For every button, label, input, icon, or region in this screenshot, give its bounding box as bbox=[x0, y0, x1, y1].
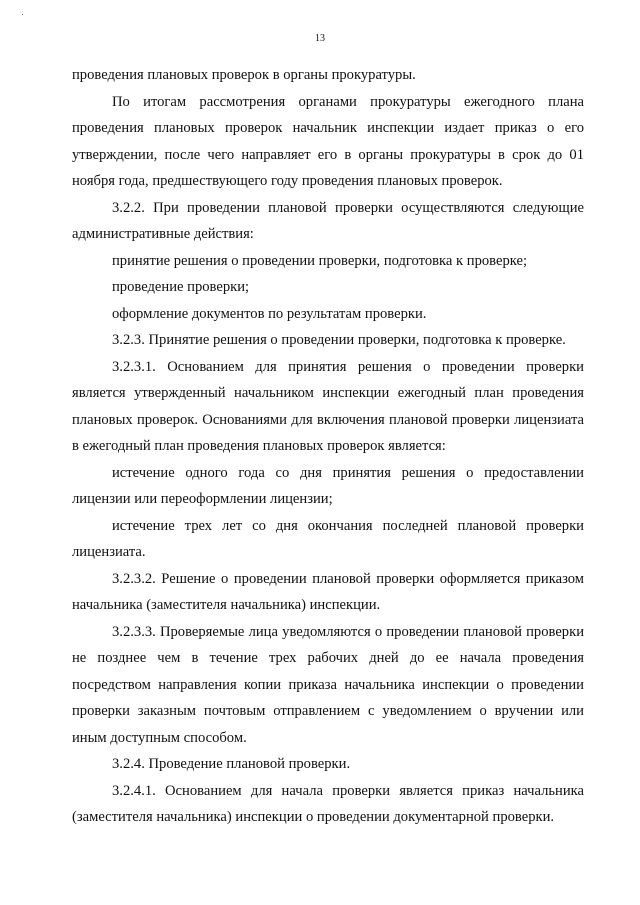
list-item-inspection: проведение проверки; bbox=[112, 279, 250, 295]
paragraph-3-2-3-2: 3.2.3.2. Решение о проведении плановой проверки оформляется приказом начальника (заместителя начальника) инспекции. bbox=[72, 570, 584, 613]
paragraph-3-2-2: 3.2.2. При проведении плановой проверки осуществляются следующие административные действия: bbox=[72, 199, 584, 242]
paragraph-3-2-3-1: 3.2.3.1. Основанием для принятия решения о проведении проверки является утвержденный начальником инспекции ежегодный план проведения плановых проверок. Основаниями для включения плановой проверки лицензиата в ежегодный план проведения плановых проверок является: bbox=[72, 358, 584, 454]
list-item-one-year: истечение одного года со дня принятия решения о предоставлении лицензии или переоформлении лицензии; bbox=[72, 464, 584, 507]
paragraph-3-2-3: 3.2.3. Принятие решения о проведении проверки, подготовка к проверке. bbox=[112, 332, 566, 348]
body-text bbox=[72, 62, 584, 831]
scan-speck bbox=[22, 14, 23, 15]
paragraph-3-2-3-3: 3.2.3.3. Проверяемые лица уведомляются о проведении плановой проверки не позднее чем в течение трех рабочих дней до ее начала проведения посредством направления копии приказа начальника инспекции о проведении проверки заказным почтовым отправлением с уведомлением о вручении или иным доступным способом. bbox=[72, 623, 584, 746]
paragraph-3-2-4: 3.2.4. Проведение плановой проверки. bbox=[112, 756, 351, 772]
list-item-three-years: истечение трех лет со дня окончания последней плановой проверки лицензиата. bbox=[72, 517, 584, 560]
page-number: 13 bbox=[315, 33, 325, 44]
paragraph-plan-approval: По итогам рассмотрения органами прокуратуры ежегодного плана проведения плановых проверок начальник инспекции издает приказ о его утверждении, после чего направляет его в органы прокуратуры в срок до 01 ноября года, предшествующего году проведения плановых проверок. bbox=[72, 93, 584, 189]
list-item-documents: оформление документов по результатам проверки. bbox=[112, 305, 427, 322]
paragraph-continuation: проведения плановых проверок в органы прокуратуры. bbox=[72, 67, 416, 83]
paragraph-3-2-4-1: 3.2.4.1. Основанием для начала проверки является приказ начальника (заместителя начальника) инспекции о проведении документарной проверки. bbox=[72, 782, 584, 825]
list-item-decision: принятие решения о проведении проверки, подготовка к проверке; bbox=[112, 252, 528, 269]
